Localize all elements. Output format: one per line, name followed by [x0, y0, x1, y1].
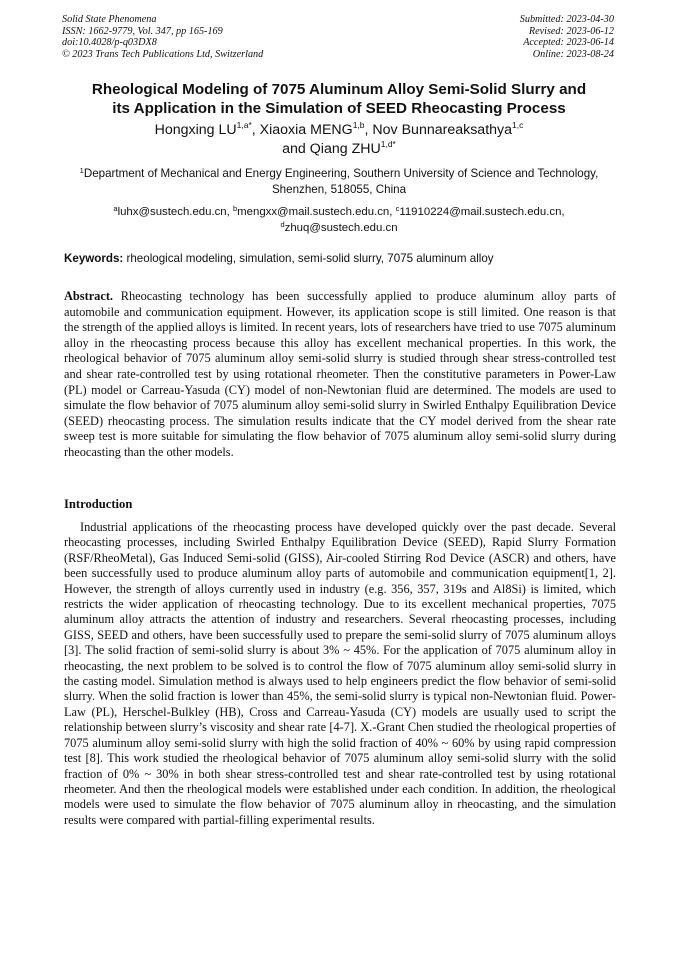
author-name: Xiaoxia MENG — [259, 122, 353, 138]
journal-name: Solid State Phenomena — [62, 14, 157, 25]
doi-line[interactable]: doi:10.4028/p-q03DX8 — [62, 37, 157, 49]
paper-title — [40, 80, 638, 118]
abstract-label: Abstract. — [64, 289, 114, 303]
email-superscript: d — [280, 220, 285, 229]
keywords-label: Keywords: — [64, 252, 124, 265]
email-link[interactable]: luhx@sustech.edu.cn, — [117, 206, 233, 218]
affiliation — [70, 166, 608, 198]
title-line-1: Rheological Modeling of 7075 Aluminum Alloy Semi-Solid Slurry and — [91, 81, 587, 98]
author-separator: , — [364, 122, 373, 138]
abstract-text: Rheocasting technology has been successfully applied to produce aluminum alloy parts of automobile and communication equipment. However, its application scope is still limited. One reason is that the strength of the applied alloys is limited. In recent years, lots of researchers have tried to use 7075 aluminum alloy in the rheocasting process because this alloy has excellent mechanical properties. In this work, the rheological behavior of 7075 aluminum alloy semi-solid slurry is studied through shear stress-controlled test and shear rate-controlled test by using rotational rheometer. Then the constitutive parameters in Power-Law (PL) model or Carreau-Yasuda (CY) model of non-Newtonian fluid are determined. The models are used to simulate the flow behavior of 7075 aluminum alloy semi-solid slurry in Swirled Enthalpy Equilibration Device (SEED) rheocasting process. The simulation results indicate that the CY model derived from the shear rate sweep test is more suitable for simulating the flow behavior of 7075 aluminum alloy semi-solid slurry during rheocasting than the other models. — [64, 289, 616, 459]
online-date: Online: 2023-08-24 — [532, 48, 614, 60]
journal-info — [62, 14, 263, 60]
keywords — [64, 251, 616, 267]
affiliation-superscript: 1 — [79, 166, 84, 175]
author-name: Qiang ZHU — [309, 140, 381, 157]
author-line-2 — [40, 140, 638, 159]
author-superscript: 1,a* — [236, 120, 252, 130]
email-superscript: b — [232, 204, 238, 213]
revised-date: Revised: 2023-06-12 — [528, 25, 614, 37]
email-superscript: a — [113, 204, 118, 213]
introduction-heading: Introduction — [64, 497, 133, 511]
accepted-date: Accepted: 2023-06-14 — [523, 37, 614, 49]
email-superscript: c — [395, 204, 400, 213]
author-superscript: 1,d* — [380, 138, 396, 149]
author-name: Hongxing LU — [154, 122, 237, 138]
submitted-date: Submitted: 2023-04-30 — [519, 14, 614, 25]
title-line-2: its Application in the Simulation of SEED Rheocasting Process — [112, 100, 566, 117]
email-link[interactable]: mengxx@mail.sustech.edu.cn, — [237, 206, 396, 218]
author-superscript: 1,c — [512, 120, 524, 130]
author-name: Nov Bunnareaksathya — [372, 122, 513, 138]
author-separator: , — [251, 122, 260, 138]
keywords-text: rheological modeling, simulation, semi-solid slurry, 7075 aluminum alloy — [123, 252, 494, 265]
email-link[interactable]: zhuq@sustech.edu.cn — [284, 222, 398, 234]
author-line-1 — [40, 121, 638, 140]
email-link[interactable]: 11910224@mail.sustech.edu.cn, — [399, 206, 565, 218]
introduction-text: Industrial applications of the rheocasting process have developed quickly over the past decade. Several rheocasting processes, including Swirled Enthalpy Equilibration Device (SEED), Rapid Slurry Formation (RSF/RheoMetal), Gas Induced Semi-solid (GISS), Air-cooled Stirring Rod Device (ASCR) and others, have been successfully used to produce aluminum alloy parts of automobile and communication equipment[1, 2]. However, the strength of alloys currently used in industry (e.g. 356, 357, 319s and Al8Si) is limited, which restricts the wider application of rheocasting technology. Due to its excellent mechanical properties, 7075 aluminum alloy attracts the attention of industry and researchers. Several rheocasting processes, including GISS, SEED and others, have been successfully used to prepare the semi-solid slurry of 7075 aluminum alloys [3]. The solid fraction of semi-solid slurry is about 3% ~ 45%. For the application of 7075 aluminum alloy in rheocasting, the next problem to be solved is to control the flow of 7075 aluminum alloy semi-solid slurry in the casting model. Simulation method is always used to help engineers predict the flow behavior of semi-solid slurry. When the solid fraction is lower than 45%, the semi-solid slurry is typical non-Newtonian fluid. Power-Law (PL), Herschel-Bulkley (HB), Cross and Carreau-Yasuda (CY) models are usually used to script the relationship between slurry’s viscosity and shear rate [4-7]. X.-Grant Chen studied the rheological properties of 7075 aluminum alloy semi-solid slurry with high the solid fraction of 40% ~ 60% by using rapid compression test [8]. This work studied the rheological behavior of 7075 aluminum alloy semi-solid slurry with the solid fraction of 0% ~ 30% in both shear stress-controlled test and shear rate-controlled test by using rotational rheometer. And then the rheological models were established under each condition. In addition, the rheological models were used to simulate the flow behavior of 7075 aluminum alloy in rheocasting, and the simulation results were compared with partial-filling experimental results. — [64, 520, 616, 827]
author-superscript: 1,b — [352, 120, 365, 130]
author-and: and — [282, 140, 310, 157]
issn-line: ISSN: 1662-9779, Vol. 347, pp 165-169 — [62, 25, 223, 37]
abstract — [64, 289, 616, 461]
copyright-line: © 2023 Trans Tech Publications Ltd, Switzerland — [62, 48, 264, 60]
author-list — [40, 121, 638, 158]
affiliation-text: Department of Mechanical and Energy Engineering, Southern University of Science and Technology, Shenzhen, 518055, China — [83, 167, 599, 196]
author-emails — [70, 204, 608, 236]
publication-dates — [520, 14, 614, 60]
